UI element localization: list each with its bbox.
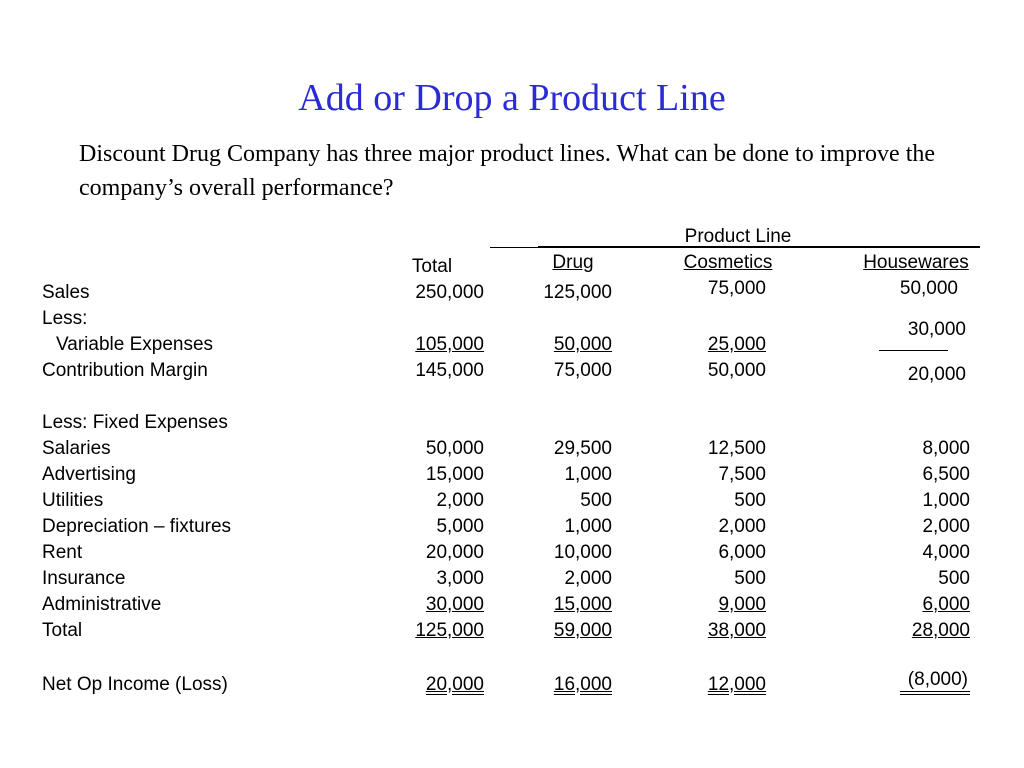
housewares-administrative: 6,000 (922, 594, 970, 615)
drug-net: 16,000 (553, 674, 612, 695)
housewares-depreciation: 2,000 (922, 516, 970, 537)
row-label-less-fixed: Less: Fixed Expenses (42, 412, 228, 433)
cosmetics-rent: 6,000 (718, 542, 766, 563)
housewares-net: (8,000) (907, 669, 968, 690)
cosmetics-net: 12,000 (707, 674, 766, 695)
cosmetics-contribution: 50,000 (707, 360, 766, 381)
row-label-variable: Variable Expenses (56, 334, 214, 355)
row-label-fixed-total: Total (42, 620, 83, 641)
cosmetics-sales: 75,000 (707, 278, 766, 299)
drug-fixed-total: 59,000 (553, 620, 612, 641)
cosmetics-header: Cosmetics (683, 252, 773, 273)
drug-header: Drug (552, 252, 594, 273)
total-utilities: 2,000 (436, 490, 484, 511)
total-header: Total (411, 256, 453, 277)
product-line-rule (538, 246, 980, 247)
drug-utilities: 500 (580, 490, 612, 511)
intro-text: Discount Drug Company has three major product lines. What can be done to improve the company’s overall performance? (79, 141, 936, 201)
cosmetics-administrative: 9,000 (718, 594, 766, 615)
housewares-rent: 4,000 (922, 542, 970, 563)
row-label-administrative: Administrative (42, 594, 162, 615)
housewares-header: Housewares (863, 252, 969, 273)
drug-administrative: 15,000 (553, 594, 612, 615)
row-label-utilities: Utilities (42, 490, 104, 511)
row-label-less: Less: (42, 308, 88, 329)
row-label-insurance: Insurance (42, 568, 126, 589)
total-administrative: 30,000 (425, 594, 484, 615)
housewares-insurance: 500 (938, 568, 970, 589)
housewares-salaries: 8,000 (922, 438, 970, 459)
cosmetics-utilities: 500 (734, 490, 766, 511)
drug-insurance: 2,000 (564, 568, 612, 589)
total-variable: 105,000 (415, 334, 484, 355)
housewares-fixed-total: 28,000 (911, 620, 970, 641)
row-label-net: Net Op Income (Loss) (42, 674, 228, 695)
total-insurance: 3,000 (436, 568, 484, 589)
drug-contribution: 75,000 (553, 360, 612, 381)
row-label-sales: Sales (42, 282, 90, 303)
row-label-depreciation: Depreciation – fixtures (42, 516, 232, 537)
total-net: 20,000 (425, 674, 484, 695)
cosmetics-depreciation: 2,000 (718, 516, 766, 537)
row-label-contribution: Contribution Margin (42, 360, 208, 381)
total-rent: 20,000 (425, 542, 484, 563)
product-line-header: Product Line (684, 226, 792, 247)
drug-advertising: 1,000 (564, 464, 612, 485)
slide-title: Add or Drop a Product Line (298, 77, 726, 119)
drug-sales: 125,000 (543, 282, 612, 303)
row-label-salaries: Salaries (42, 438, 111, 459)
drug-variable: 50,000 (553, 334, 612, 355)
drug-salaries: 29,500 (553, 438, 612, 459)
housewares-sales: 50,000 (899, 278, 958, 299)
total-salaries: 50,000 (425, 438, 484, 459)
row-label-advertising: Advertising (42, 464, 136, 485)
row-label-rent: Rent (42, 542, 83, 563)
total-contribution: 145,000 (415, 360, 484, 381)
housewares-utilities: 1,000 (922, 490, 970, 511)
cosmetics-advertising: 7,500 (718, 464, 766, 485)
cosmetics-insurance: 500 (734, 568, 766, 589)
housewares-contribution: 20,000 (907, 364, 966, 385)
drug-depreciation: 1,000 (564, 516, 612, 537)
housewares-variable: 30,000 (907, 319, 966, 340)
total-sales: 250,000 (415, 282, 484, 303)
cosmetics-salaries: 12,500 (707, 438, 766, 459)
housewares-net-rule-1 (900, 691, 970, 692)
housewares-variable-rule (879, 350, 948, 351)
total-advertising: 15,000 (425, 464, 484, 485)
total-depreciation: 5,000 (436, 516, 484, 537)
cosmetics-fixed-total: 38,000 (707, 620, 766, 641)
drug-rent: 10,000 (553, 542, 612, 563)
cosmetics-variable: 25,000 (707, 334, 766, 355)
total-fixed-total: 125,000 (415, 620, 484, 641)
housewares-net-rule-2 (900, 694, 970, 695)
housewares-advertising: 6,500 (922, 464, 970, 485)
